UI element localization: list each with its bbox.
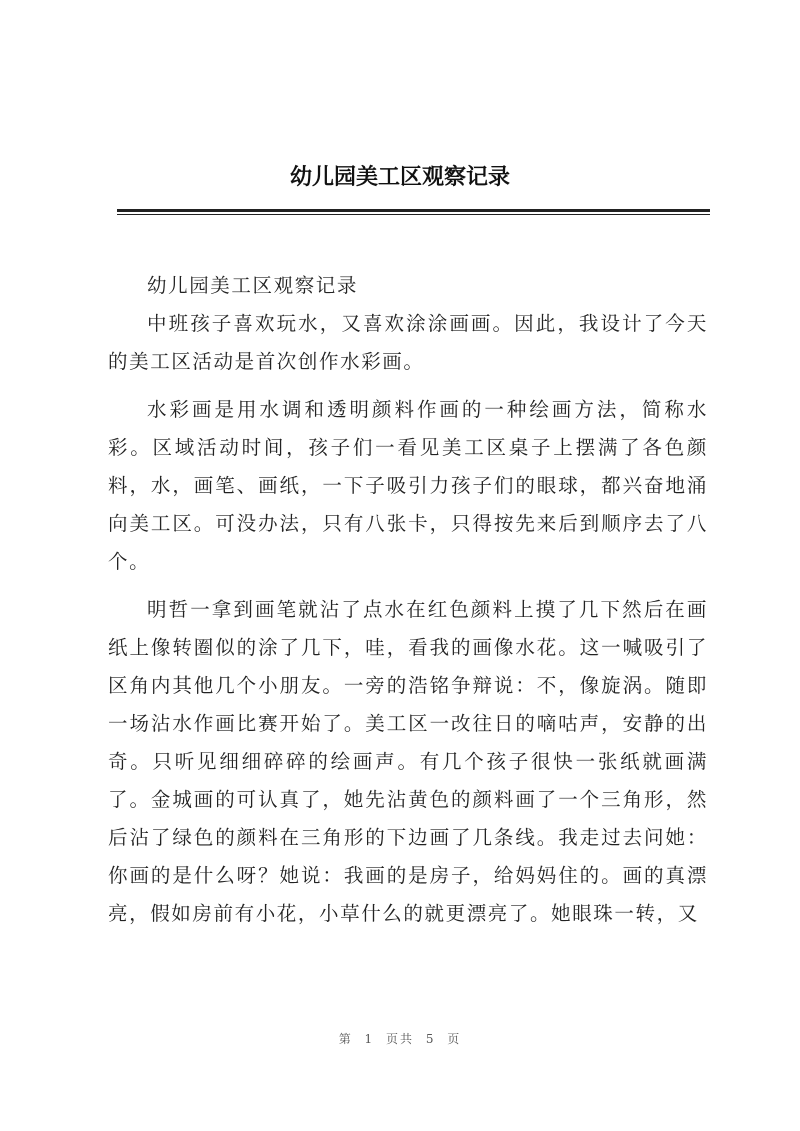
paragraph: 中班孩子喜欢玩水，又喜欢涂涂画画。因此，我设计了今天的美工区活动是首次创作水彩画。	[108, 312, 708, 373]
document-body	[108, 267, 708, 933]
page-number-footer: 第 1 页共 5 页	[338, 1032, 462, 1046]
title-rule-thin	[117, 214, 710, 215]
paragraph: 水彩画是用水调和透明颜料作画的一种绘画方法，简称水彩。区域活动时间，孩子们一看见美工区桌子上摆满了各色颜料，水，画笔、画纸，一下子吸引力孩子们的眼球，都兴奋地涌向美工区。可没办法，只有八张卡，只得按先来后到顺序去了八个。	[108, 398, 708, 573]
title-rule	[117, 209, 710, 212]
document-title: 幼儿园美工区观察记录	[289, 164, 510, 190]
paragraph-heading: 幼儿园美工区观察记录	[147, 274, 359, 297]
paragraph: 明哲一拿到画笔就沾了点水在红色颜料上摸了几下然后在画纸上像转圈似的涂了几下，哇，看我的画像水花。这一喊吸引了区角内其他几个小朋友。一旁的浩铭争辩说：不，像旋涡。随即一场沾水作画比赛开始了。美工区一改往日的嘀咕声，安静的出奇。只听见细细碎碎的绘画声。有几个孩子很快一张纸就画满了。金城画的可认真了，她先沾黄色的颜料画了一个三角形，然后沾了绿色的颜料在三角形的下边画了几条线。我走过去问她：你画的是什么呀？她说：我画的是房子，给妈妈住的。画的真漂亮，假如房前有小花，小草什么的就更漂亮了。她眼珠一转，又	[108, 598, 708, 925]
